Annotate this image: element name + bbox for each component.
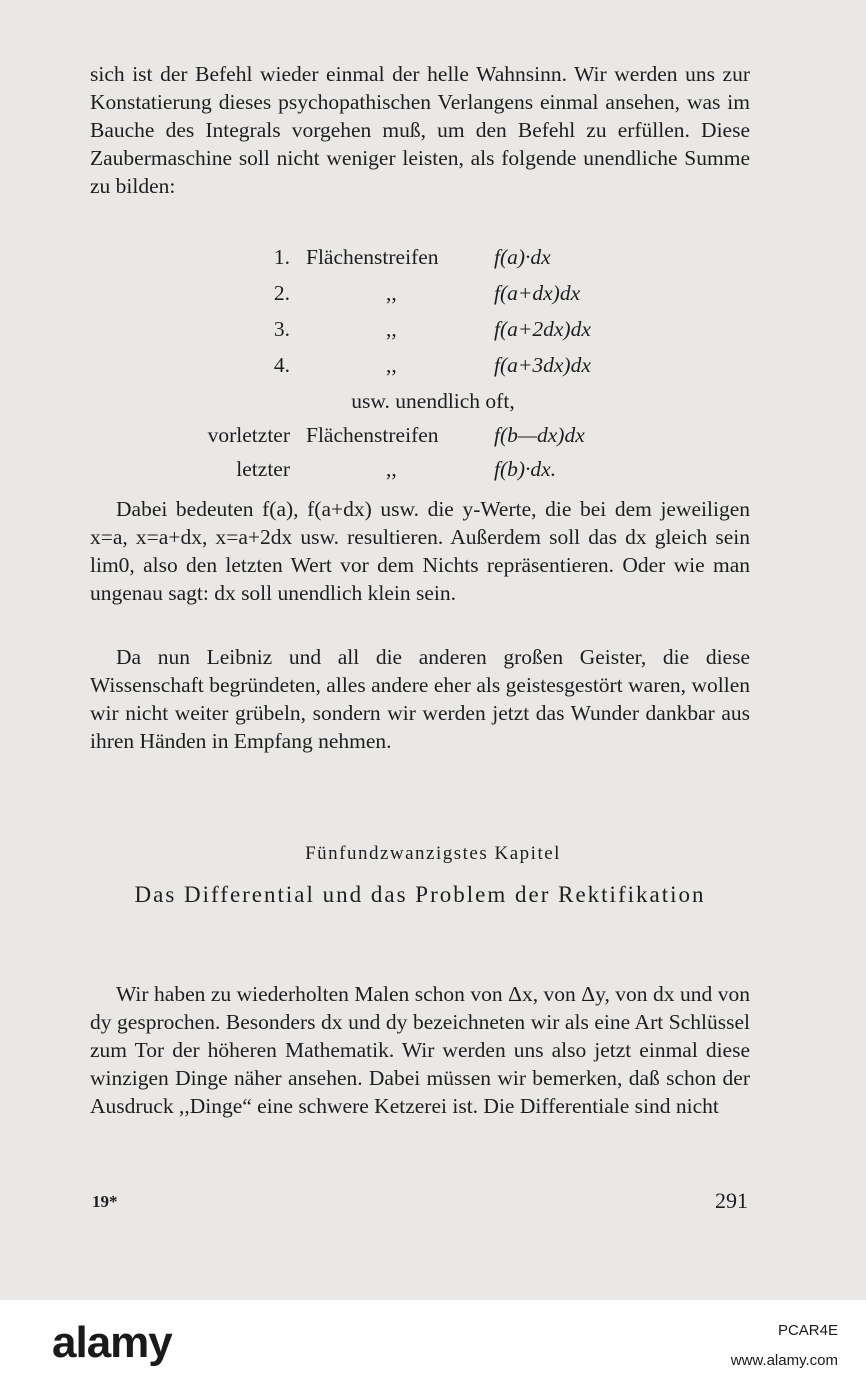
row-label: ,, — [386, 353, 397, 377]
paragraph-1: sich ist der Befehl wieder einmal der helle Wahnsinn. Wir werden uns zur Konstatierung dieses psychopathischen Verlangens einmal ansehen, was im Bauche des Integrals vorgehen muß, um den Befehl zu erfüllen. Diese Zaubermaschine soll nicht weniger leisten, als folgende unendliche Summe zu bilden: — [90, 62, 750, 198]
row-number: vorletzter — [207, 423, 290, 447]
image-id: PCAR4E — [777, 1322, 838, 1339]
row-formula: f(a+3dx)dx — [494, 353, 591, 377]
page-number: 291 — [715, 1188, 748, 1213]
row-number: 2. — [273, 281, 290, 305]
row-formula: f(a+dx)dx — [494, 281, 581, 305]
paragraph-4: Wir haben zu wiederholten Malen schon von Δx, von Δy, von dx und von dy gesprochen. Besonders dx und dy bezeichneten wir als eine Art Schlüssel zum Tor der höheren Mathematik. Wir werden uns also jetzt einmal diese winzigen Dinge näher ansehen. Dabei müssen wir bemerken, daß schon der Ausdruck ,,Dinge“ eine schwere Ketzerei ist. Die Differentiale sind nicht — [90, 981, 750, 1118]
paragraph-3: Da nun Leibniz und all die anderen großen Geister, die diese Wissenschaft begründeten, alles andere eher als geistesgestört waren, wollen wir nicht weiter grübeln, sondern wir werden jetzt das Wunder dankbar aus ihren Händen in Empfang nehmen. — [90, 645, 750, 753]
row-label: ,, — [386, 281, 397, 305]
usw-line: usw. unendlich oft, — [351, 389, 515, 413]
row-label: ,, — [386, 317, 397, 341]
stock-url: www.alamy.com — [730, 1352, 838, 1369]
chapter-title: Das Differential und das Problem der Rektifikation — [134, 882, 706, 907]
row-number: 3. — [273, 317, 290, 341]
alamy-logo: alamy — [52, 1318, 172, 1367]
row-number: 1. — [273, 245, 290, 269]
paragraph-2: Dabei bedeuten f(a), f(a+dx) usw. die y-Werte, die bei dem jeweiligen x=a, x=a+dx, x=a+2dx usw. resultieren. Außerdem soll das dx gleich sein lim0, also den letzten Wert vor dem Nichts repräsentieren. Oder wie man ungenau sagt: dx soll unendlich klein sein. — [90, 497, 750, 605]
row-label: ,, — [386, 457, 397, 481]
row-formula: f(a+2dx)dx — [494, 317, 591, 341]
row-formula: f(b)·dx. — [494, 457, 557, 481]
row-label: Flächenstreifen — [306, 245, 439, 269]
chapter-label: Fünfundzwanzigstes Kapitel — [305, 843, 561, 864]
row-number: 4. — [273, 353, 290, 377]
row-label: Flächenstreifen — [306, 423, 439, 447]
row-formula: f(b—dx)dx — [494, 423, 585, 447]
signature-mark: 19* — [92, 1192, 118, 1211]
row-number: letzter — [236, 457, 290, 481]
row-formula: f(a)·dx — [494, 245, 551, 269]
